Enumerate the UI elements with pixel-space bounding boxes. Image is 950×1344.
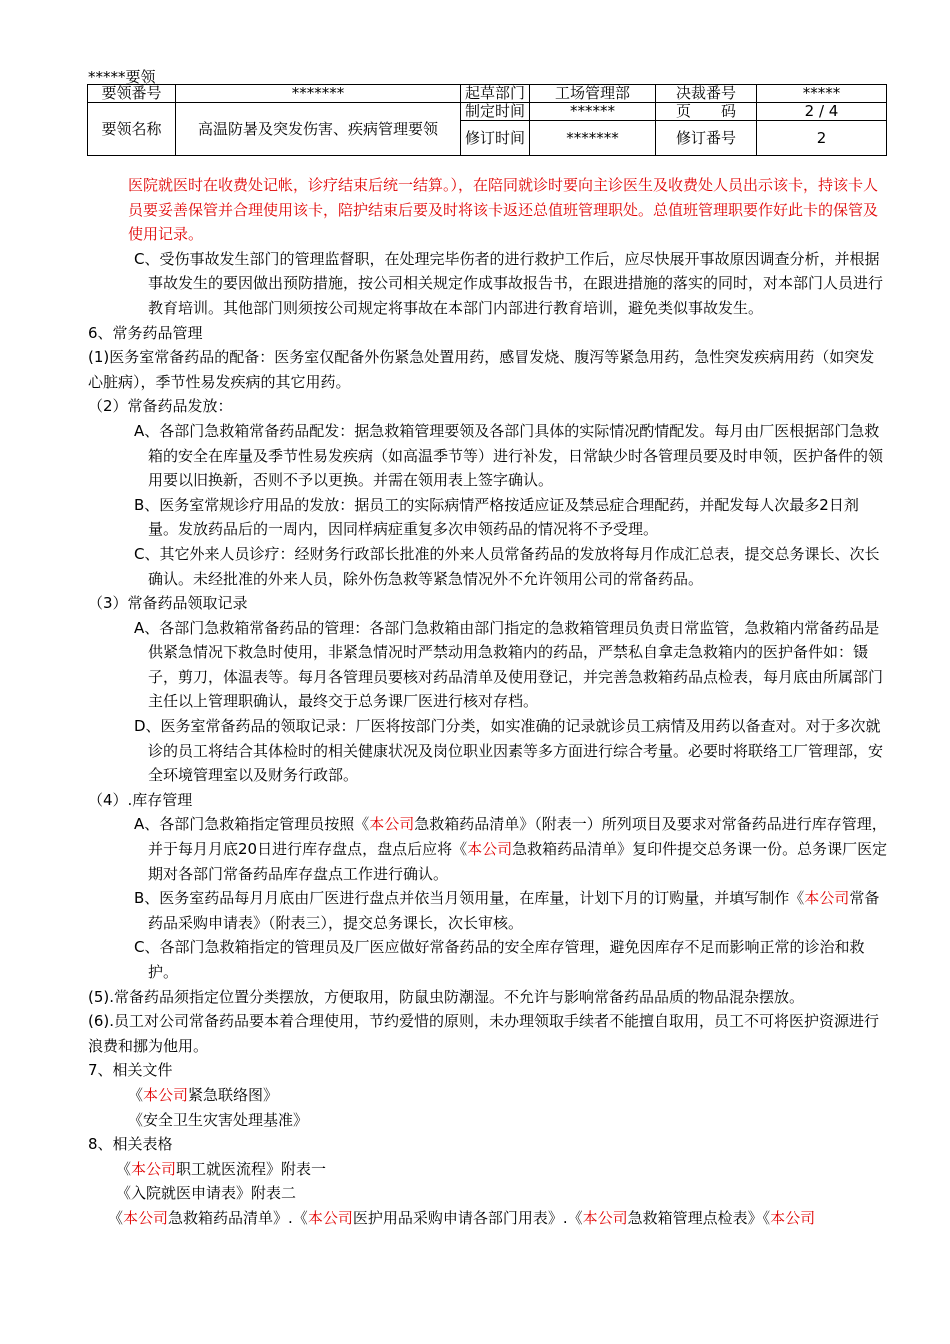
paragraph-c-accident: C、受伤事故发生部门的管理监督职，在处理完毕伤者的进行救护工作后，应尽快展开事故原因调查分析，并根据事故发生的要因做出预防措施，按公司相关规定作成事故报告书，在跟进措施的落实的同时，对本部门人员进行教育培训。其他部门则须按公司规定将事故在本部门内部进行教育培训，避免类似事故发生。 bbox=[134, 249, 884, 317]
name-value: 高温防暑及突发伤害、疾病管理要领 bbox=[176, 103, 461, 156]
rev-time-value: ******* bbox=[530, 121, 656, 156]
rev-time-label: 修订时间 bbox=[461, 121, 530, 156]
related-form-3: 《本公司急救箱药品清单》.《本公司医护用品采购申请各部门用表》.《本公司急救箱管理点检表》《本公司 bbox=[108, 1208, 816, 1227]
section-6-3-d: D、医务室常备药品的领取记录：厂医将按部门分类，如实准确的记录就诊员工病情及用药以备查对。对于多次就诊的员工将结合其体检时的相关健康状况及岗位职业因素等多方面进行综合考量。必要时将联络工厂管理部，安全环境管理室以及财务行政部。 bbox=[134, 717, 884, 785]
section-6-2-heading: （2）常备药品发放： bbox=[88, 397, 233, 416]
section-6-1: (1)医务室常备药品的配备：医务室仅配备外伤紧急处置用药，感冒发烧、腹泻等紧急用药，急性突发疾病用药（如突发心脏病），季节性易发疾病的其它用药。 bbox=[88, 348, 875, 391]
page-label: 页 码 bbox=[656, 103, 757, 121]
document-body bbox=[88, 173, 888, 1231]
rev-no-value: 2 bbox=[757, 121, 887, 156]
made-label: 制定时间 bbox=[461, 103, 530, 121]
page-value: 2 / 4 bbox=[757, 103, 887, 121]
section-6-6: (6).员工对公司常备药品要本着合理使用，节约爱惜的原则，未办理领取手续者不能擅自取用，员工不可将医护资源进行浪费和挪为他用。 bbox=[88, 1012, 880, 1055]
section-6-3-a: A、各部门急救箱常备药品的管理：各部门急救箱由部门指定的急救箱管理员负责日常监管，急救箱内常备药品是供紧急情况下救急时使用，非紧急情况时严禁动用急救箱内的药品，严禁私自拿走急救箱内的医护备件如：镊子，剪刀，体温表等。每月各管理员要核对药品清单及使用登记，并完善急救箱药品点检表，每月底由所属部门主任以上管理职确认，最终交于总务课厂医进行核对存档。 bbox=[134, 618, 884, 711]
related-form-1: 《本公司职工就医流程》附表一 bbox=[116, 1159, 327, 1178]
section-6-heading: 6、常务药品管理 bbox=[88, 323, 203, 342]
paragraph-hospital-card: 医院就医时在收费处记帐，诊疗结束后统一结算。），在陪同就诊时要向主诊医生及收费处人员出示该卡，持该卡人员要妥善保管并合理使用该卡，陪护结束后要及时将该卡返还总值班管理职处。总值班管理职要作好此卡的保管及使用记录。 bbox=[128, 176, 879, 244]
section-6-4-heading: （4）.库存管理 bbox=[88, 790, 193, 809]
section-6-4-b: B、医务室药品每月月底由厂医进行盘点并依当月领用量，在库量，计划下月的订购量，并填写制作《本公司常备药品采购申请表》（附表三），提交总务课长，次长审核。 bbox=[134, 889, 880, 932]
section-6-4-c: C、各部门急救箱指定的管理员及厂医应做好常备药品的安全库存管理，避免因库存不足而影响正常的诊治和救护。 bbox=[134, 938, 865, 981]
related-doc-2: 《安全卫生灾害处理基准》 bbox=[128, 1110, 309, 1129]
dept-value: 工场管理部 bbox=[530, 85, 656, 103]
code-value: ******* bbox=[176, 85, 461, 103]
decision-value: ***** bbox=[757, 85, 887, 103]
related-form-2: 《入院就医申请表》附表二 bbox=[116, 1184, 297, 1203]
section-6-4-a: A、各部门急救箱指定管理员按照《本公司急救箱药品清单》（附表一）所列项目及要求对常备药品进行库存管理，并于每月月底20日进行库存盘点，盘点后应将《本公司急救箱药品清单》复印件提交总务课一份。总务课厂医定期对各部门常备药品库存盘点工作进行确认。 bbox=[134, 815, 888, 883]
name-label: 要领名称 bbox=[88, 103, 176, 156]
section-6-2-a: A、各部门急救箱常备药品配发：据急救箱管理要领及各部门具体的实际情况酌情配发。每月由厂医根据部门急救箱的安全在库量及季节性易发疾病（如高温季节等）进行补发，日常缺少时各管理员要及时申领，医护备件的领用要以旧换新，否则不予以更换。并需在领用表上签字确认。 bbox=[134, 421, 884, 490]
section-6-2-b: B、医务室常规诊疗用品的发放：据员工的实际病情严格按适应证及禁忌症合理配药，并配发每人次最多2日剂量。发放药品后的一周内，因同样病症重复多次申领药品的情况将不予受理。 bbox=[134, 495, 859, 539]
header-table bbox=[87, 84, 887, 156]
section-6-2-c: C、其它外来人员诊疗：经财务行政部长批准的外来人员常备药品的发放将每月作成汇总表，提交总务课长、次长确认。未经批准的外来人员，除外伤急救等紧急情况外不允许领用公司的常备药品。 bbox=[134, 544, 880, 588]
code-label: 要领番号 bbox=[88, 85, 176, 103]
section-6-3-heading: （3）常备药品领取记录 bbox=[88, 594, 248, 613]
made-value: ****** bbox=[530, 103, 656, 121]
dept-label: 起草部门 bbox=[461, 85, 530, 103]
section-7-heading: 7、相关文件 bbox=[88, 1061, 173, 1080]
doc-label: *****要领 bbox=[88, 68, 156, 86]
section-8-heading: 8、相关表格 bbox=[88, 1135, 173, 1154]
rev-no-label: 修订番号 bbox=[656, 121, 757, 156]
related-doc-1: 《本公司紧急联络图》 bbox=[128, 1085, 279, 1104]
section-6-5: (5).常备药品须指定位置分类摆放，方便取用，防鼠虫防潮湿。不允许与影响常备药品品质的物品混杂摆放。 bbox=[88, 987, 805, 1006]
decision-label: 决裁番号 bbox=[656, 85, 757, 103]
